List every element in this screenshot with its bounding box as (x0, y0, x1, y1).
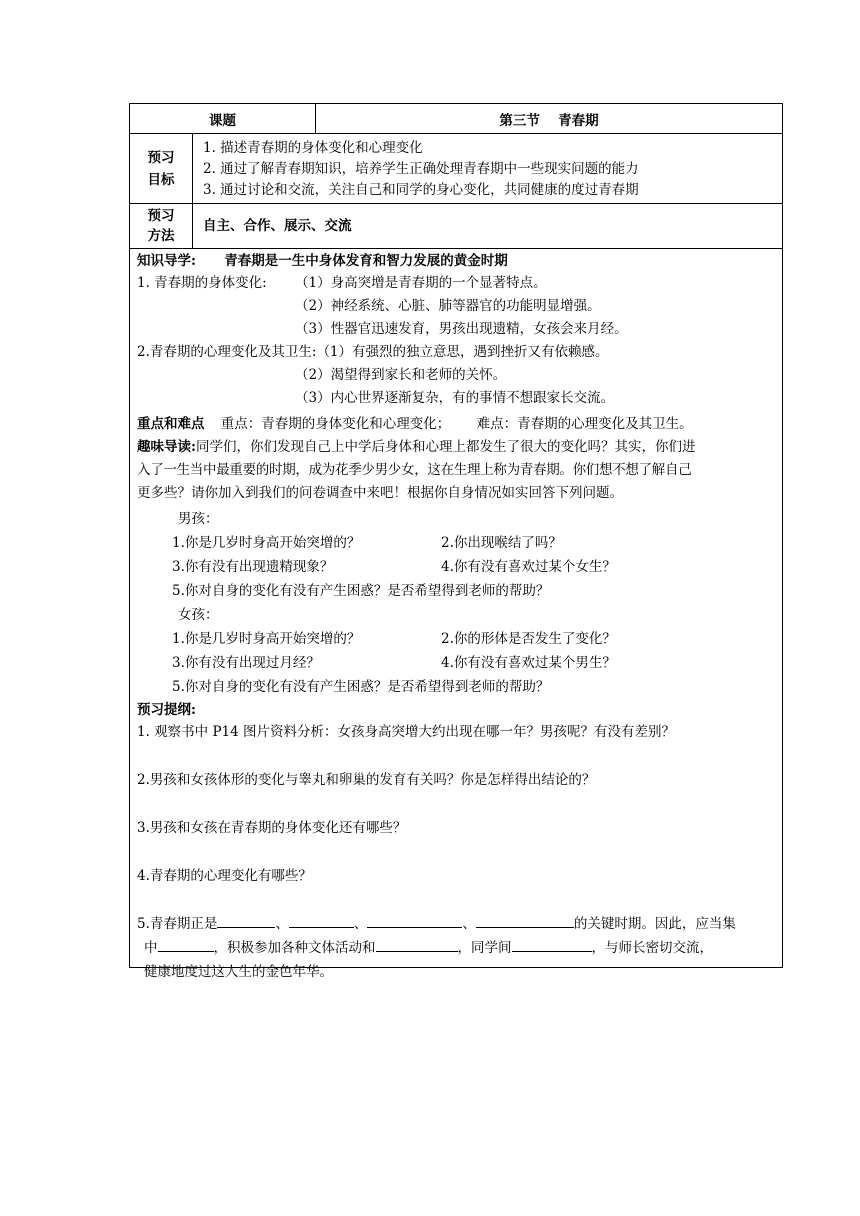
fill-blank[interactable] (512, 938, 592, 952)
header-row (130, 104, 782, 134)
survey-question: 3.你有没有出现过月经？ (172, 655, 320, 671)
knowledge-heading-row (137, 251, 508, 271)
mind-change-row (137, 342, 609, 362)
goals-row (130, 134, 782, 204)
content-area (130, 249, 782, 980)
body-change-title: 1. 青春期的身体变化: (137, 275, 267, 291)
girls-label: 女孩： (178, 607, 219, 623)
goal-item: 3. 通过讨论和交流，关注自己和同学的身心变化，共同健康的度过青春期 (203, 182, 639, 198)
mind-change-item: （3）内心世界逐渐复杂，有的事情不想跟家长交流。 (295, 390, 615, 406)
boys-label: 男孩： (178, 511, 219, 527)
survey-question: 4.你有没有喜欢过某个男生？ (441, 655, 616, 671)
knowledge-main: 青春期是一生中身体发育和智力发展的黄金时期 (224, 253, 508, 269)
lesson-table (129, 103, 783, 980)
outline-question-fill: 健康地度过这人生的金色年华。 (144, 964, 333, 980)
body-change-item: （3）性器官迅速发育，男孩出现遗精，女孩会来月经。 (295, 321, 628, 337)
survey-question: 5.你对自身的变化有没有产生困惑？是否希望得到老师的帮助？ (172, 583, 550, 599)
outline-question: 1. 观察书中 P14 图片资料分析：女孩身高突增大约出现在哪一年？男孩呢？有没有差别？ (137, 724, 676, 740)
method-text: 自主、合作、展示、交流 (203, 218, 352, 234)
focus-difficult: 难点：青春期的心理变化及其卫生。 (476, 416, 693, 432)
fill-blank[interactable] (289, 914, 354, 928)
goal-item: 1. 描述青春期的身体变化和心理变化 (203, 140, 423, 156)
survey-question: 5.你对自身的变化有没有产生困惑？是否希望得到老师的帮助？ (172, 679, 550, 695)
fill-blank[interactable] (376, 938, 458, 952)
method-label: 预习 方法 (130, 204, 193, 248)
survey-question: 1.你是几岁时身高开始突增的？ (172, 631, 361, 647)
outline-question: 4.青春期的心理变化有哪些？ (137, 868, 312, 884)
fill-blank[interactable] (217, 914, 275, 928)
intro-line: 更多些？请你加入到我们的问卷调查中来吧！根据你自身情况如实回答下列问题。 (137, 485, 623, 501)
goal-item: 2. 通过了解青春期知识，培养学生正确处理青春期中一些现实问题的能力 (203, 161, 639, 177)
fill-blank[interactable] (158, 938, 214, 952)
intro-line: 入了一生当中最重要的时期，成为花季少男少女，这在生理上称为青春期。你们想不想了解自己 (137, 462, 692, 478)
fill-blank[interactable] (367, 914, 462, 928)
mind-change-item: （1）有强烈的独立意思，遇到挫折又有依赖感。 (316, 344, 609, 360)
focus-row (137, 414, 693, 434)
body-change-item: （1）身高突增是青春期的一个显著特点。 (295, 275, 547, 291)
intro-line: 趣味导读:同学们，你们发现自己上中学后身体和心理上都发生了很大的变化吗？其实，你们进 (137, 439, 696, 455)
method-row (130, 204, 782, 249)
fill-blank[interactable] (476, 914, 574, 928)
survey-question: 1.你是几岁时身高开始突增的？ (172, 535, 361, 551)
lesson-title: 第三节 青春期 (499, 112, 599, 129)
focus-label: 重点和难点 (137, 416, 205, 432)
mind-change-title: 2.青春期的心理变化及其卫生: (137, 344, 317, 360)
survey-question: 4.你有没有喜欢过某个女生？ (441, 559, 616, 575)
outline-label: 预习提纲: (137, 702, 196, 718)
outline-question-fill: 5.青春期正是 、 、 、 的关键时期。因此，应当集 (137, 916, 736, 932)
survey-question: 3.你有没有出现遗精现象？ (172, 559, 334, 575)
outline-question: 3.男孩和女孩在青春期的身体变化还有哪些？ (137, 820, 407, 836)
survey-question: 2.你出现喉结了吗？ (441, 535, 562, 551)
focus-key: 重点：青春期的身体变化和心理变化； (220, 416, 451, 432)
goals-label: 预习 目标 (130, 134, 193, 203)
subject-label: 课题 (130, 104, 316, 133)
mind-change-item: （2）渴望得到家长和老师的关怀。 (295, 367, 507, 383)
intro-label: 趣味导读: (137, 439, 196, 455)
knowledge-label: 知识导学: (137, 253, 196, 269)
outline-question-fill: 中 ，积极参加各种文体活动和 ，同学间 ，与师长密切交流， (144, 940, 713, 956)
survey-question: 2.你的形体是否发生了变化？ (441, 631, 616, 647)
outline-question: 2.男孩和女孩体形的变化与睾丸和卵巢的发育有关吗？你是怎样得出结论的？ (137, 772, 596, 788)
body-change-item: （2）神经系统、心脏、肺等器官的功能明显增强。 (295, 298, 601, 314)
